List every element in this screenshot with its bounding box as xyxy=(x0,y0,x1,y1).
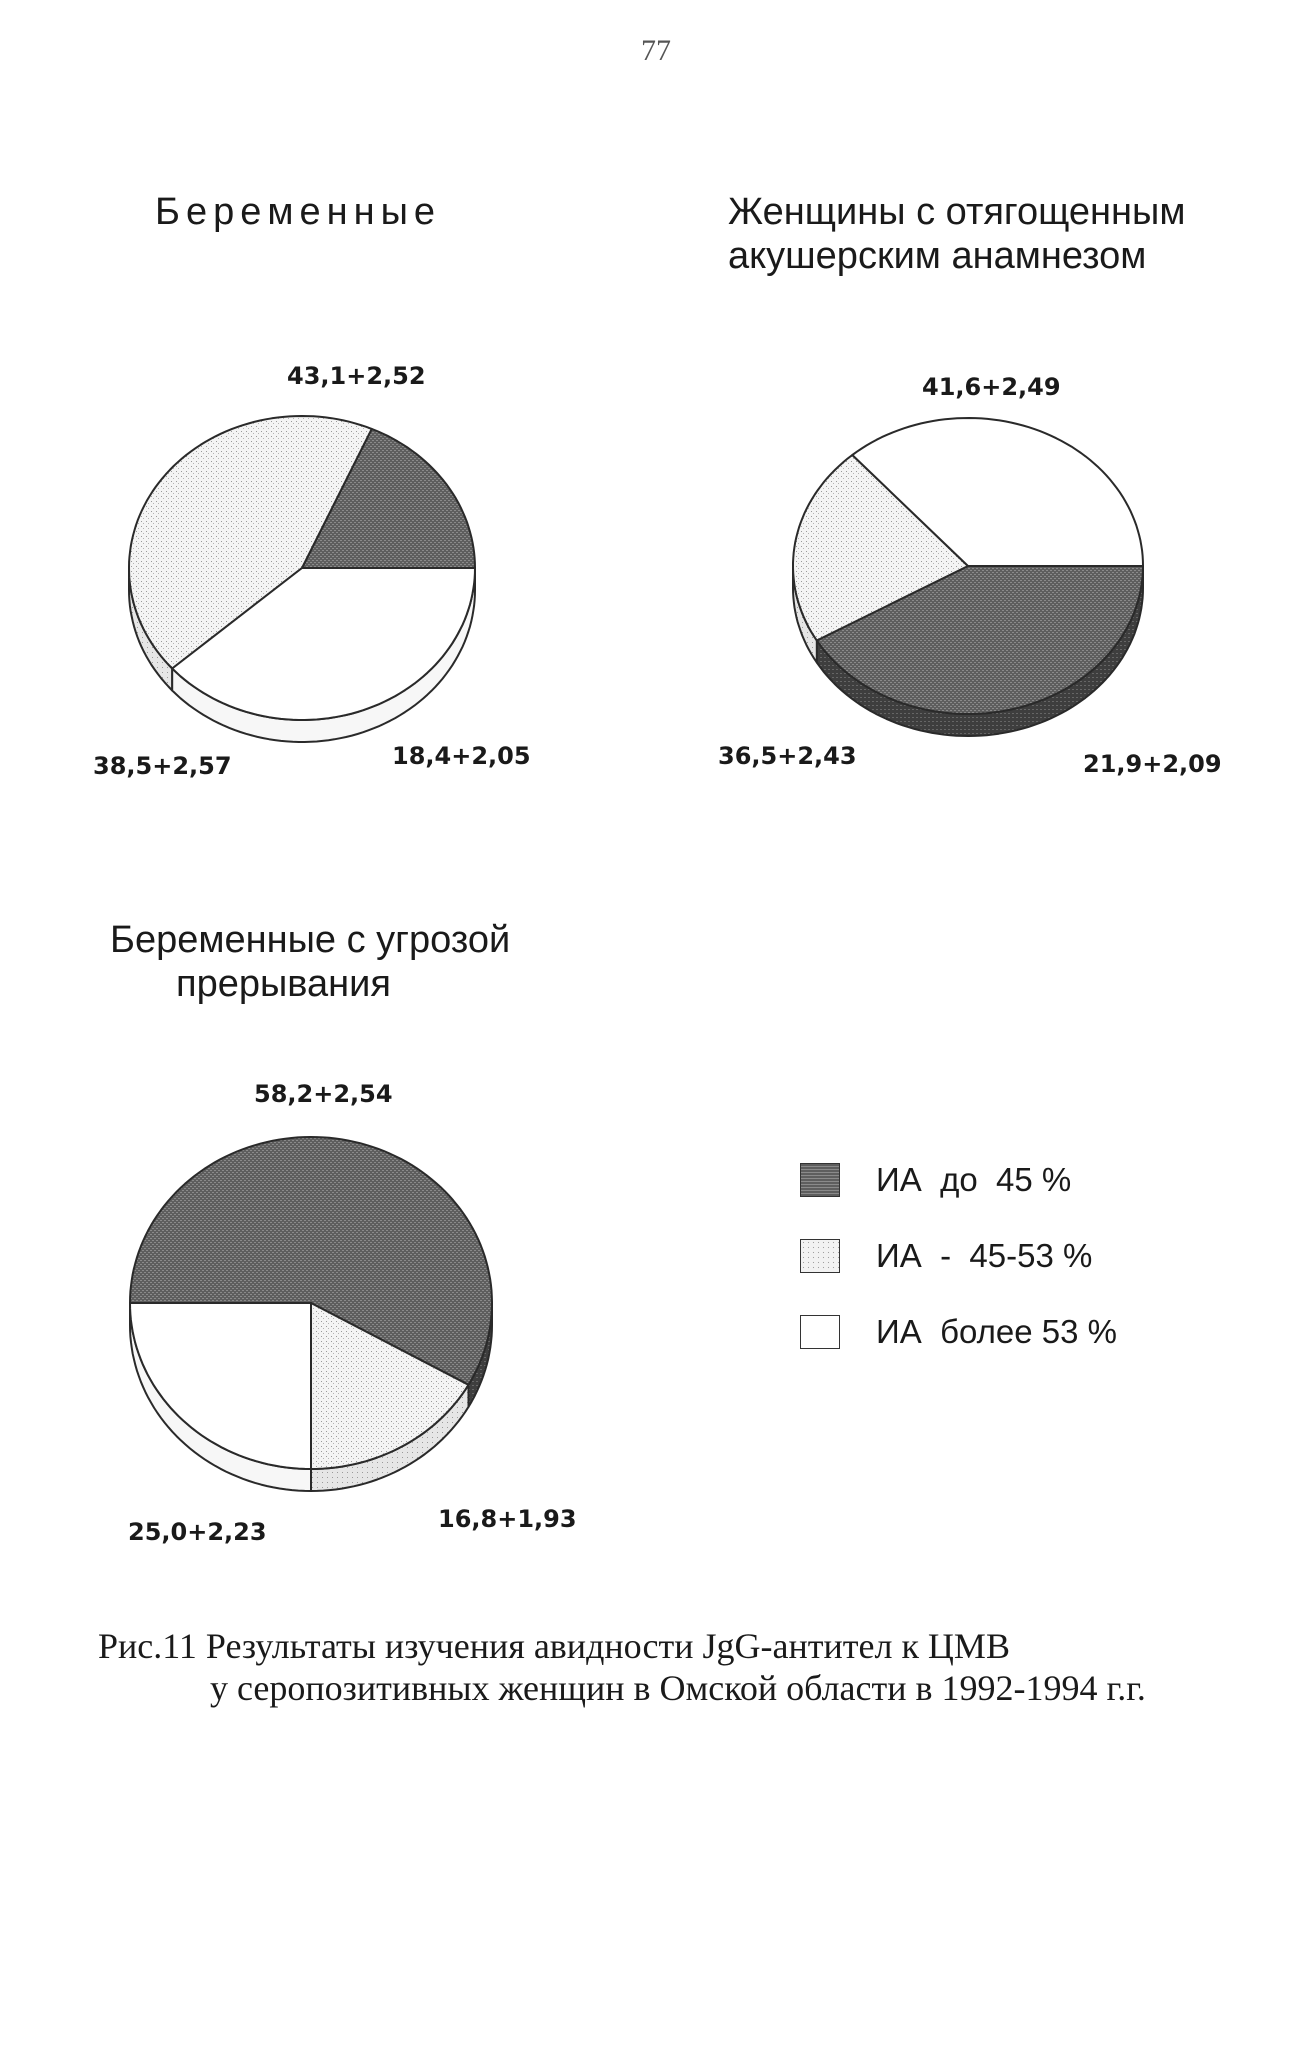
chart-title-line: Беременные с угрозой xyxy=(110,919,511,961)
slice-label: 41,6+2,49 xyxy=(922,373,1061,401)
pie-slice-white xyxy=(130,1303,311,1469)
legend xyxy=(800,1160,1117,1388)
slice-label: 25,0+2,23 xyxy=(128,1518,267,1546)
chart-title-line: Женщины с отягощенным xyxy=(728,191,1186,233)
slice-label: 36,5+2,43 xyxy=(718,742,857,770)
pie-chart-1 xyxy=(793,418,1143,736)
chart-title-line: прерывания xyxy=(176,963,391,1005)
legend-swatch-dark xyxy=(800,1163,840,1197)
legend-item xyxy=(800,1160,1117,1200)
legend-swatch-dotted xyxy=(800,1239,840,1273)
slice-label: 18,4+2,05 xyxy=(392,742,531,770)
caption-line: Рис.11 Результаты изучения авидности JgG-антител к ЦМВ xyxy=(98,1626,1010,1666)
slice-label: 21,9+2,09 xyxy=(1083,750,1222,778)
slice-label: 58,2+2,54 xyxy=(254,1080,393,1108)
pie-chart-2 xyxy=(130,1137,492,1491)
figure-caption xyxy=(98,1625,1146,1709)
caption-line: у серопозитивных женщин в Омской области в 1992-1994 г.г. xyxy=(210,1668,1146,1708)
chart-title-line: акушерским анамнезом xyxy=(728,235,1147,277)
legend-label: ИА - 45-53 % xyxy=(876,1237,1093,1274)
slice-label: 38,5+2,57 xyxy=(93,752,232,780)
slice-label: 16,8+1,93 xyxy=(438,1505,577,1533)
slice-label: 43,1+2,52 xyxy=(287,362,426,390)
legend-item xyxy=(800,1312,1117,1352)
pie-chart-0 xyxy=(129,416,475,742)
legend-label: ИА более 53 % xyxy=(876,1313,1117,1350)
legend-label: ИА до 45 % xyxy=(876,1161,1072,1198)
legend-swatch-white xyxy=(800,1315,840,1349)
legend-item xyxy=(800,1236,1117,1276)
chart-title-line: Беременные xyxy=(155,191,442,233)
page-number: 77 xyxy=(641,34,671,67)
